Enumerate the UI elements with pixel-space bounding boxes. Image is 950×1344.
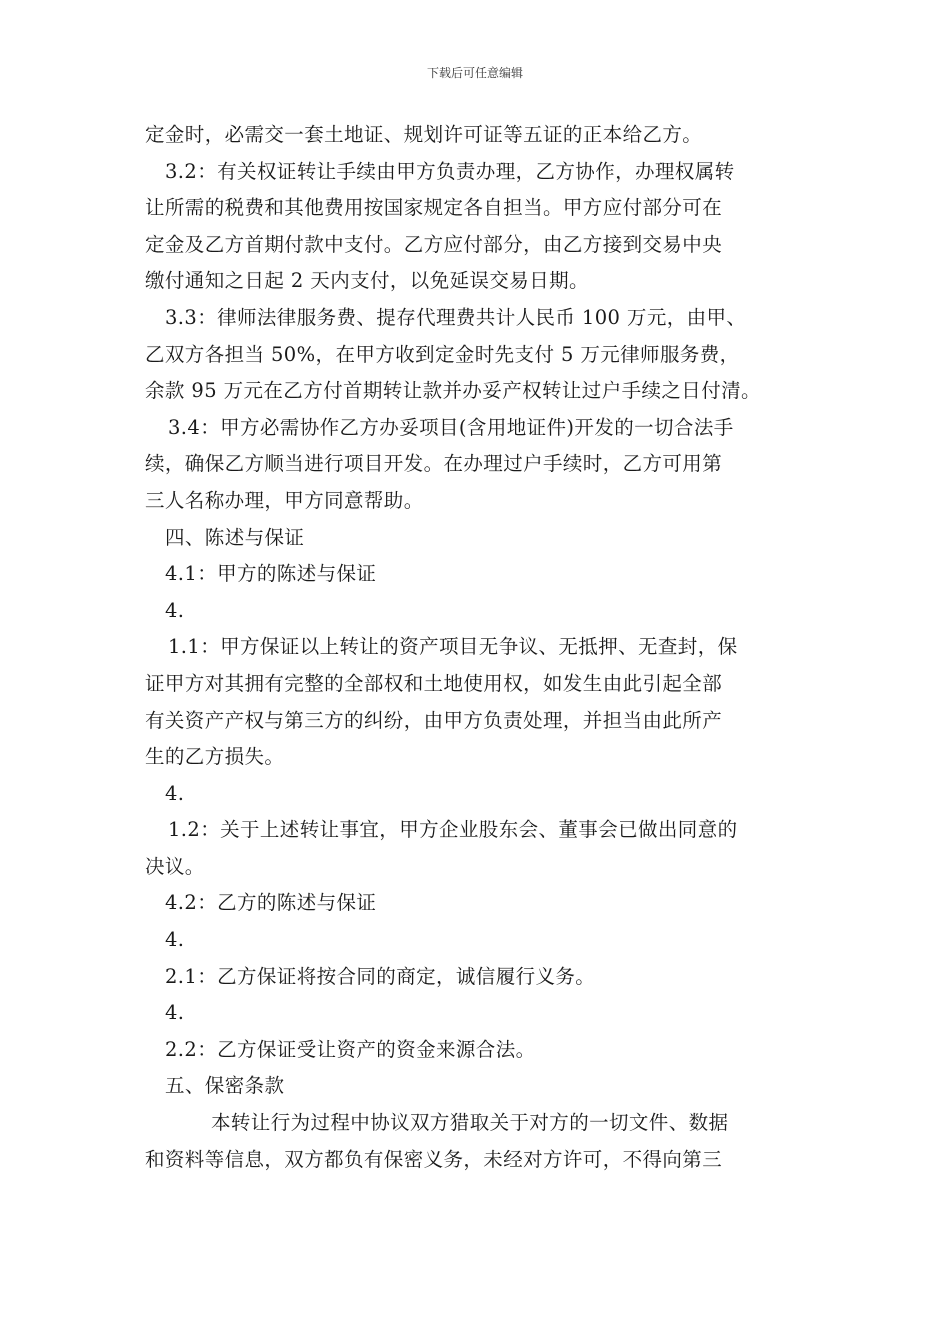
clause-3-4-line: 3.4：甲方必需协作乙方办妥项目(含用地证件)开发的一切合法手 — [168, 415, 734, 439]
paragraph-line: 生的乙方损失。 — [145, 745, 285, 769]
paragraph-line: 定金及乙方首期付款中支付。乙方应付部分，由乙方接到交易中央 — [145, 232, 723, 256]
confidentiality-paragraph-line: 本转让行为过程中协议双方猎取关于对方的一切文件、数据 — [211, 1111, 729, 1135]
section-heading-5: 五、保密条款 — [165, 1074, 285, 1098]
clause-4-1-1-line: 1.1：甲方保证以上转让的资产项目无争议、无抵押、无查封，保 — [168, 635, 738, 659]
paragraph-line: 定金时，必需交一套土地证、规划许可证等五证的正本给乙方。 — [145, 123, 703, 146]
clause-number-fragment: 4. — [165, 781, 185, 805]
page-header: 下载后可任意编辑 — [426, 66, 523, 80]
paragraph-line: 乙双方各担当 50%，在甲方收到定金时先支付 5 万元律师服务费， — [145, 342, 740, 366]
section-heading-4: 四、陈述与保证 — [165, 525, 305, 549]
clause-4-2-heading: 4.2：乙方的陈述与保证 — [165, 891, 377, 915]
clause-3-3-line: 3.3：律师法律服务费、提存代理费共计人民币 100 万元，由甲、 — [165, 305, 747, 329]
paragraph-line: 续，确保乙方顺当进行项目开发。在办理过户手续时，乙方可用第 — [145, 452, 723, 476]
paragraph-line: 决议。 — [145, 854, 205, 878]
paragraph-line: 证甲方对其拥有完整的全部权和土地使用权，如发生由此引起全部 — [145, 671, 723, 695]
clause-3-2-line: 3.2：有关权证转让手续由甲方负责办理，乙方协作，办理权属转 — [165, 159, 735, 183]
document-body — [145, 117, 810, 1178]
paragraph-line: 让所需的税费和其他费用按国家规定各自担当。甲方应付部分可在 — [145, 196, 723, 220]
paragraph-line: 有关资产产权与第三方的纠纷，由甲方负责处理，并担当由此所产 — [145, 708, 723, 732]
paragraph-line: 余款 95 万元在乙方付首期转让款并办妥产权转让过户手续之日付清。 — [145, 379, 761, 403]
clause-4-1-2-line: 1.2：关于上述转让事宜，甲方企业股东会、董事会已做出同意的 — [168, 818, 738, 842]
clause-number-fragment: 4. — [165, 928, 185, 952]
clause-number-fragment: 4. — [165, 598, 185, 622]
clause-4-2-1-line: 2.1：乙方保证将按合同的商定，诚信履行义务。 — [165, 964, 596, 988]
paragraph-line: 缴付通知之日起 2 天内支付，以免延误交易日期。 — [145, 269, 589, 293]
clause-number-fragment: 4. — [165, 1001, 185, 1025]
clause-4-2-2-line: 2.2：乙方保证受让资产的资金来源合法。 — [165, 1037, 536, 1061]
paragraph-line: 三人名称办理，甲方同意帮助。 — [145, 488, 424, 512]
paragraph-line: 和资料等信息，双方都负有保密义务，未经对方许可，不得向第三 — [145, 1147, 723, 1171]
clause-4-1-heading: 4.1：甲方的陈述与保证 — [165, 562, 377, 586]
